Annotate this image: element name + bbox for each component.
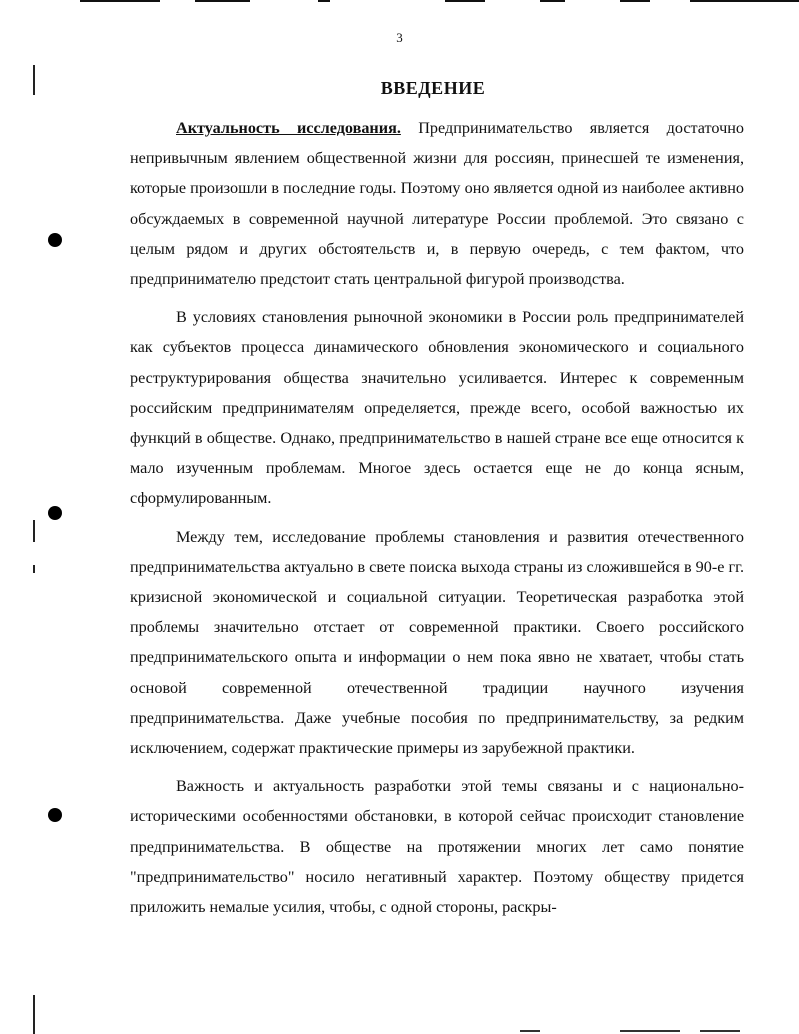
body-text (130, 113, 744, 930)
binder-hole-mark (48, 808, 62, 822)
paragraph: В условиях становления рыночной экономики в России роль предпринимателей как субъектов процесса динамического обновления экономического и социального реструктурирования общества значительно усиливается. Интерес к современным российским предпринимателям определяется, прежде всего, особой важностью их функций в обществе. Однако, предпринимательство в нашей стране все еще относится к мало изученным проблемам. Многое здесь остается еще не до конца ясным, сформулированным. (130, 308, 744, 508)
scan-edge-mark (33, 520, 35, 542)
page-number: 3 (396, 30, 403, 45)
paragraph-text: Предпринимательство является достаточно непривычным явлением общественной жизни для россиян, принесшей те изменения, которые произошли в последние годы. Поэтому оно является одной из наиболее активно обсуждаемых в современной научной литературе России проблемой. Это связано с целым рядом и других обстоятельств и, в первую очередь, с тем фактом, что предпринимателю предстоит стать центральной фигурой производства. (130, 119, 744, 289)
scan-top-edge (0, 0, 799, 4)
page-title: ВВЕДЕНИЕ (380, 78, 486, 98)
paragraph: Важность и актуальность разработки этой темы связаны и с национально-историческими особенностями обстановки, в которой сейчас происходит становление предпринимательства. В обществе на протяжении многих лет само понятие "предпринимательство" носило негативный характер. Поэтому обществу придется приложить немалые усилия, чтобы, с одной стороны, раскры- (130, 777, 744, 917)
paragraph (130, 113, 744, 294)
binder-hole-mark (48, 233, 62, 247)
paragraph: Между тем, исследование проблемы становления и развития отечественного предпринимательства актуально в свете поиска выхода страны из сложившейся в 90-е гг. кризисной экономической и социальной ситуации. Теоретическая разработка этой проблемы значительно отстает от современной практики. Своего российского предпринимательского опыта и информации о нем пока явно не хватает, чтобы стать основой современной отечественной традиции научного изучения предпринимательства. Даже учебные пособия по предпринимательству, за редким исключением, содержат практические примеры из зарубежной практики. (130, 527, 744, 758)
paragraph-lead: Актуальность исследования. (176, 119, 401, 137)
scan-edge-mark (33, 565, 35, 573)
scan-edge-mark (33, 995, 35, 1034)
binder-hole-mark (48, 506, 62, 520)
